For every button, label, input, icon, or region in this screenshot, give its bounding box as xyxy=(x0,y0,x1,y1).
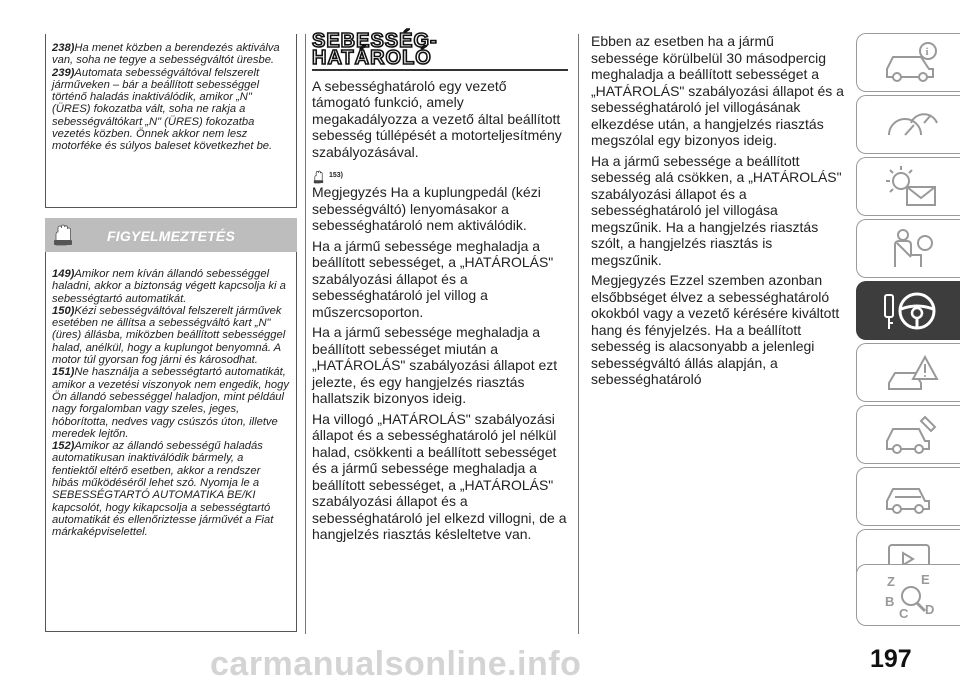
body-paragraph: Megjegyzés Ezzel szemben azonban elsőbbséget élvez a sebességhatároló okokból vagy a vezető kérésére kiváltott hang és fényjelzés. Ha a beállított sebesség is alacsonyabb a jelenlegi sebességváltó állás alapján, a sebességhatároló xyxy=(591,272,840,387)
reference-marker xyxy=(312,162,568,184)
reference-label: 153) xyxy=(329,171,344,179)
svg-text:i: i xyxy=(925,46,929,58)
body-paragraph: Ebben az esetben ha a jármű sebessége körülbelül 30 másodpercig meghaladja a beállított sebességet a „HATÁROLÁS" szabályozási állapot és a sebességhatároló jel villogásának elkezdése után, a hangjelzés riasztás megszólal egy bizonyos ideig. xyxy=(591,33,844,148)
body-paragraph: Ha a jármű sebessége meghaladja a beállított sebességet, a „HATÁROLÁS" szabályozási állapot és a sebességhatároló jel villog a műszercsoporton. xyxy=(312,237,554,320)
sidebar-tab-specifications[interactable] xyxy=(856,467,960,526)
watermark: carmanualsonline.info xyxy=(210,645,582,683)
warning-text: Ne használja a sebességtartó automatikát, amikor a vezetési viszonyok nem engedik, hogy Ön állandó sebességgel haladjon, mint például nagy forgalomban vagy szeles, jeges, hóborította, nedves vagy csúszós úton, illetve meredek lejtőn. xyxy=(52,366,289,440)
middle-column xyxy=(312,30,568,547)
airbag-seat-icon xyxy=(881,225,941,273)
page-number: 197 xyxy=(870,645,912,673)
note-number: 238) xyxy=(52,42,75,54)
car-specs-icon xyxy=(881,473,941,521)
car-maintenance-icon xyxy=(881,411,941,459)
body-paragraph: Ha a jármű sebessége a beállított sebesség alá csökken, a „HATÁROLÁS" szabályozási állapot és a sebességhatároló jel villogása megszűnik. Ha a hangjelzés riasztás szólt, a hangjelzés riasztás is megszűnik. xyxy=(591,152,842,268)
warning-header xyxy=(45,218,297,252)
warning-text: Kézi sebességváltóval felszerelt járművek esetében ne állítsa a sebességváltó kart „N" (üres) állásba, miközben beállított sebességgel halad, anélkül, hogy a kuplungot benyomná. A motor túl gyorsan fog járni és károsodhat. xyxy=(52,304,286,367)
svg-text:B: B xyxy=(885,594,895,609)
body-paragraph: Megjegyzés Ha a kuplungpedál (kézi sebességváltó) lenyomásakor a sebességhatároló nem aktiválódik. xyxy=(312,184,541,233)
note-text: Ha menet közben a berendezés aktiválva van, soha ne tegye a sebességváltót üresbe. xyxy=(52,42,280,67)
section-heading xyxy=(312,30,568,69)
column-divider xyxy=(578,34,579,634)
sidebar-tab-maintenance[interactable] xyxy=(856,405,960,464)
warning-title: FIGYELMEZTETÉS xyxy=(106,228,236,244)
key-steering-wheel-icon xyxy=(881,287,941,335)
svg-text:E: E xyxy=(921,572,930,587)
alphabetical-index-icon xyxy=(881,570,941,622)
warning-number: 150) xyxy=(52,304,75,317)
warning-number: 151) xyxy=(52,366,75,379)
warning-item xyxy=(52,305,290,366)
warning-item xyxy=(52,440,290,538)
warning-item xyxy=(52,366,290,440)
sidebar-tab-dashboard[interactable] xyxy=(856,95,960,154)
car-info-icon xyxy=(881,39,941,87)
intro-paragraph: A sebességhatároló egy vezető támogató funkció, amely megakadályozza a vezető által beállított sebesség túllépését a motorteljesítmény szabályozásával. xyxy=(312,77,562,160)
column-divider xyxy=(305,34,306,634)
note-text: Automata sebességváltóval felszerelt járműveken – bár a beállított sebességgel történő haladás inaktiválódik, amikor „N" (ÜRES) fokozatba vált, soha ne rakja a sebességváltókart „N" (ÜRES) fokozatba vezetés közben. Önnek akkor nem lesz motorféke és súlyos baleset következhet be. xyxy=(52,66,273,153)
heading-rule xyxy=(312,69,568,71)
sidebar-tab-lights[interactable] xyxy=(856,157,960,216)
note-number: 239) xyxy=(52,66,75,79)
body-paragraph: Ha villogó „HATÁROLÁS" szabályozási állapot és a sebességhatároló jel nélkül halad, csökkenti a beállított sebességet és a jármű sebessége meghaladja a beállított sebességet, a „HATÁROLÁS" szabályozási állapot és a sebességhatároló jel elkezd villogni, de a hangjelzés riasztás késleltetve van. xyxy=(312,410,567,542)
section-heading-line: SEBESSÉG- xyxy=(312,30,438,52)
dashboard-gauge-icon xyxy=(881,101,941,149)
warning-text: Amikor az állandó sebességű haladás automatikusan inaktiválódik bármely, a fentiektől eltérő esetben, akkor a rendszer hibás működéséről lehet szó. Nyomja le a SEBESSÉGTARTÓ AUTOMATIKA BE/KI kapcsolót, hogy kikapcsolja a sebességtartó automatikát és ellenőriztesse járművét a Fiat márkaképviselettel. xyxy=(52,440,274,539)
note-box xyxy=(45,34,297,208)
body-paragraph: Ha a jármű sebessége meghaladja a beállított sebességet miután a „HATÁROLÁS" szabályozási állapot ezt jelezte, és egy hangjelzés riasztás hallatszik bizonyos ideig. xyxy=(312,324,558,406)
warning-triangle-car-icon xyxy=(881,349,941,397)
right-column xyxy=(591,33,845,392)
warning-box xyxy=(45,252,297,632)
section-heading-line: HATÁROLÓ xyxy=(312,47,432,69)
sidebar-tab-starting-driving[interactable] xyxy=(856,281,960,340)
svg-text:Z: Z xyxy=(887,574,895,589)
warning-item xyxy=(52,268,290,305)
warning-number: 152) xyxy=(52,440,75,453)
warning-hand-icon xyxy=(312,170,325,184)
warning-number: 149) xyxy=(52,268,75,280)
sidebar-tab-safety[interactable] xyxy=(856,219,960,278)
note-item xyxy=(52,67,290,153)
svg-text:C: C xyxy=(899,606,909,621)
sidebar-tab-index[interactable] xyxy=(856,564,960,626)
sidebar-tab-car-info[interactable] xyxy=(856,33,960,92)
note-item xyxy=(52,42,290,67)
svg-text:D: D xyxy=(925,602,935,617)
warning-text: Amikor nem kíván állandó sebességgel haladni, akkor a biztonság végett kapcsolja ki a sebességtartó automatikát. xyxy=(52,268,286,305)
lights-mail-icon xyxy=(881,163,941,211)
sidebar-tab-emergency[interactable] xyxy=(856,343,960,402)
